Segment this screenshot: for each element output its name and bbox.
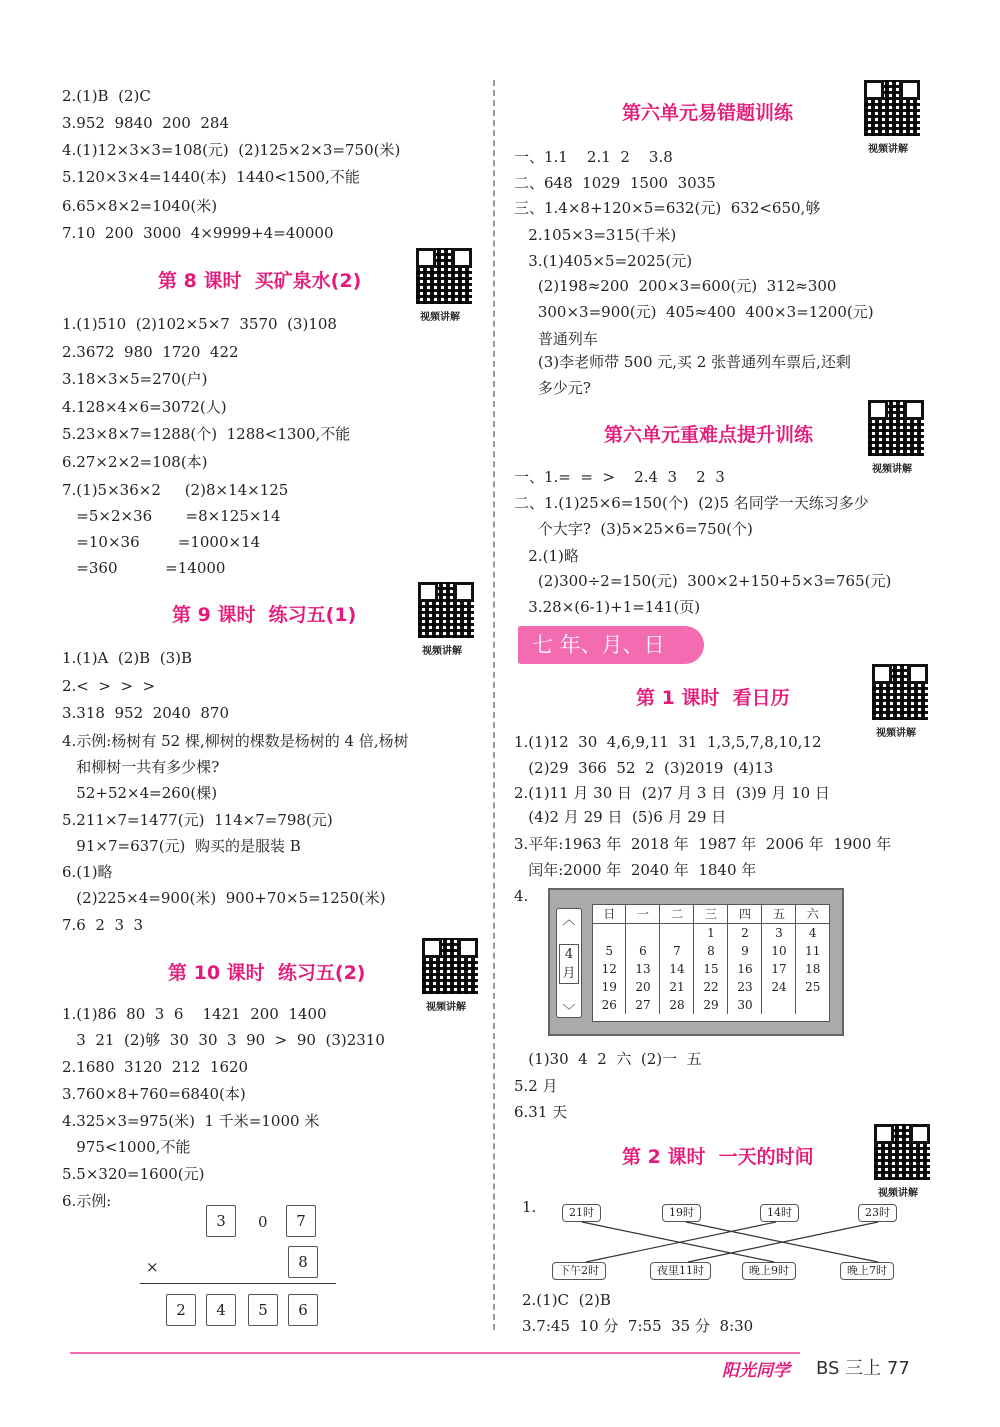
mult-digit: 3 [206,1205,236,1237]
answer-line: 1.(1)86 80 3 6 1421 200 1400 [62,1005,327,1023]
qr-label: 视频讲解 [878,1188,918,1199]
calendar-weekday: 日 [593,905,626,924]
time-label: 下午2时 [552,1262,606,1280]
answer-line: 4. [514,887,529,905]
answer-line: (4)2 月 29 日 (5)6 月 29 日 [514,808,727,826]
answer-line: 6.(1)略 [62,863,113,881]
answer-line: 多少元? [514,379,591,397]
answer-line: 5.120×3×4=1440(本) 1440<1500,不能 [62,168,360,186]
lesson8-title: 第 8 课时 买矿泉水(2) [158,270,362,292]
times-sign: × [146,1258,159,1276]
chevron-down-icon[interactable]: ﹀ [562,1004,576,1019]
answer-line: 2.1680 3120 212 1620 [62,1058,249,1076]
calendar-day: 25 [796,978,829,996]
mult-digit: 6 [288,1294,318,1326]
mult-digit: 0 [258,1213,268,1231]
calendar-day: 24 [762,978,796,996]
answer-line: (3)李老师带 500 元,买 2 张普通列车票后,还剩 [514,353,851,371]
calendar-day: 5 [605,944,614,958]
calendar-day: 13 [626,960,660,978]
answer-line: 300×3=900(元) 405≈400 400×3=1200(元) [514,303,874,321]
answer-line: 7.(1)5×36×2 (2)8×14×125 [62,481,289,499]
answer-line: 5.5×320=1600(元) [62,1165,205,1183]
answer-line: 975<1000,不能 [62,1138,191,1156]
answer-line: 2.(1)B (2)C [62,87,151,105]
answer-line: 闰年:2000 年 2040 年 1840 年 [514,861,757,879]
calendar-day: 11 [796,942,829,960]
calendar-day: 27 [626,996,660,1014]
time-label: 晚上9时 [742,1262,796,1280]
calendar-day: 16 [728,960,762,978]
time-label: 14时 [760,1204,799,1222]
answer-line: 6.27×2×2=108(本) [62,453,208,471]
answer-line: 1.(1)12 30 4,6,9,11 31 1,3,5,7,8,10,12 [514,733,822,751]
time-label: 23时 [858,1204,897,1222]
calendar-day: 15 [694,960,728,978]
answer-line: 4.128×4×6=3072(人) [62,398,227,416]
answer-line: 5.2 月 [514,1077,558,1095]
answer-line: 三、1.4×8+120×5=632(元) 632<650,够 [514,199,821,217]
question-number: 1. [522,1198,537,1216]
calendar-day: 30 [728,996,762,1014]
time-label: 夜里11时 [650,1262,711,1280]
answer-line: 52+52×4=260(棵) [62,784,218,802]
qr-label: 视频讲解 [420,312,460,323]
answer-line: 和柳树一共有多少棵? [62,758,220,776]
answer-line: =360 =14000 [62,559,226,577]
answer-line: 个大字? (3)5×25×6=750(个) [514,520,753,538]
answer-line: =5×2×36 =8×125×14 [62,507,281,525]
qr-label: 视频讲解 [868,144,908,155]
answer-line: (2)29 366 52 2 (3)2019 (4)13 [514,759,774,777]
answer-line: 6.示例: [62,1192,112,1210]
calendar-day: 8 [694,942,728,960]
calendar-day: 26 [601,998,617,1012]
chevron-up-icon[interactable]: ︿ [562,913,576,928]
answer-line: 6.31 天 [514,1103,568,1121]
calendar-weekday: 六 [796,905,829,924]
answer-line: 3.318 952 2040 870 [62,704,229,722]
calendar-day: 4 [796,924,829,943]
calendar-day: 2 [728,924,762,943]
answer-line: 3.18×3×5=270(户) [62,370,208,388]
time-label: 21时 [562,1204,601,1222]
answer-line: 3.(1)405×5=2025(元) [514,252,693,270]
mult-digit: 2 [166,1294,196,1326]
answer-line: =10×36 =1000×14 [62,533,261,551]
answer-line: 普通列车 [514,330,598,348]
unit7-banner: 七 年、月、日 [518,626,704,664]
mult-digit: 4 [206,1294,236,1326]
unit6-errors-title: 第六单元易错题训练 [622,102,794,124]
answer-line: 4.325×3=975(米) 1 千米=1000 米 [62,1112,320,1130]
answer-line: (1)30 4 2 六 (2)一 五 [514,1050,702,1068]
calendar-day: 22 [694,978,728,996]
answer-line: (2)225×4=900(米) 900+70×5=1250(米) [62,889,386,907]
time-label: 19时 [662,1204,701,1222]
lesson9-title: 第 9 课时 练习五(1) [172,604,357,626]
answer-line: 3.952 9840 200 284 [62,114,229,132]
footer-rule [70,1352,800,1354]
calendar-weekday: 三 [694,905,728,924]
mult-digit: 8 [288,1246,318,1278]
calendar-day: 10 [762,942,796,960]
calendar-day: 19 [601,980,617,994]
answer-line: 91×7=637(元) 购买的是服装 B [62,837,301,855]
calendar-day: 1 [694,924,728,943]
answer-line: 1.(1)A (2)B (3)B [62,649,193,667]
answer-line: 6.65×8×2=1040(米) [62,197,218,215]
answer-line: 1.(1)510 (2)102×5×7 3570 (3)108 [62,315,337,333]
qr-label: 视频讲解 [876,728,916,739]
answer-line: 4.(1)12×3×3=108(元) (2)125×2×3=750(米) [62,141,401,159]
calendar-weekday: 二 [660,905,694,924]
brand-logo: 阳光同学 [722,1361,790,1381]
answer-line: 4.示例:杨树有 52 棵,柳树的棵数是杨树的 4 倍,杨树 [62,732,409,750]
answer-line: 2.(1)C (2)B [522,1291,611,1309]
unit6-key-title: 第六单元重难点提升训练 [604,424,814,446]
answer-line: 2.< > > > [62,677,156,695]
answer-line: 二、1.(1)25×6=150(个) (2)5 名同学一天练习多少 [514,494,869,512]
lesson2-title: 第 2 课时 一天的时间 [622,1146,814,1168]
calendar-day: 6 [626,942,660,960]
lesson10-title: 第 10 课时 练习五(2) [168,962,366,984]
answer-line: 5.23×8×7=1288(个) 1288<1300,不能 [62,425,351,443]
answer-line: 二、648 1029 1500 3035 [514,174,716,192]
answer-line: 2.3672 980 1720 422 [62,343,239,361]
answer-line: (2)300÷2=150(元) 300×2+150+5×3=765(元) [514,572,892,590]
answer-line: 3.平年:1963 年 2018 年 1987 年 2006 年 1900 年 [514,835,892,853]
answer-line: 3.28×(6-1)+1=141(页) [514,598,701,616]
calendar-day: 9 [728,942,762,960]
calendar-day: 20 [626,978,660,996]
answer-line: 2.105×3=315(千米) [514,226,677,244]
calendar-weekday: 一 [626,905,660,924]
calendar-day: 23 [728,978,762,996]
answer-line: 3.7:45 10 分 7:55 35 分 8:30 [522,1317,754,1335]
calendar-month: 4月 [559,944,579,984]
page-number: BS 三上 77 [816,1358,910,1379]
answer-line: 2.(1)11 月 30 日 (2)7 月 3 日 (3)9 月 10 日 [514,784,830,802]
answer-line: 3.760×8+760=6840(本) [62,1085,246,1103]
calendar-day: 18 [796,960,829,978]
calendar-day: 12 [601,962,617,976]
calendar-weekday: 五 [762,905,796,924]
calendar-day: 29 [694,996,728,1014]
calendar-day: 3 [762,924,796,943]
calendar-weekday: 四 [728,905,762,924]
answer-line: 5.211×7=1477(元) 114×7=798(元) [62,811,333,829]
time-label: 晚上7时 [840,1262,894,1280]
answer-line: (2)198≈200 200×3=600(元) 312≈300 [514,277,837,295]
answer-line: 一、1.1 2.1 2 3.8 [514,148,673,166]
answer-line: 3 21 (2)够 30 30 3 90 > 90 (3)2310 [62,1031,385,1049]
calendar-day: 28 [660,996,694,1014]
calendar-day: 17 [762,960,796,978]
qr-label: 视频讲解 [872,464,912,475]
qr-label: 视频讲解 [426,1002,466,1013]
answer-line: 7.6 2 3 3 [62,916,144,934]
calendar-day: 14 [660,960,694,978]
calendar-day: 21 [660,978,694,996]
calendar-day: 7 [660,942,694,960]
answer-line: 7.10 200 3000 4×9999+4=40000 [62,224,334,242]
mult-digit: 7 [286,1205,316,1237]
mult-digit: 5 [248,1294,278,1326]
answer-line: 2.(1)略 [514,547,579,565]
qr-label: 视频讲解 [422,646,462,657]
lesson1-title: 第 1 课时 看日历 [636,687,790,709]
answer-line: 一、1.= = > 2.4 3 2 3 [514,468,725,486]
